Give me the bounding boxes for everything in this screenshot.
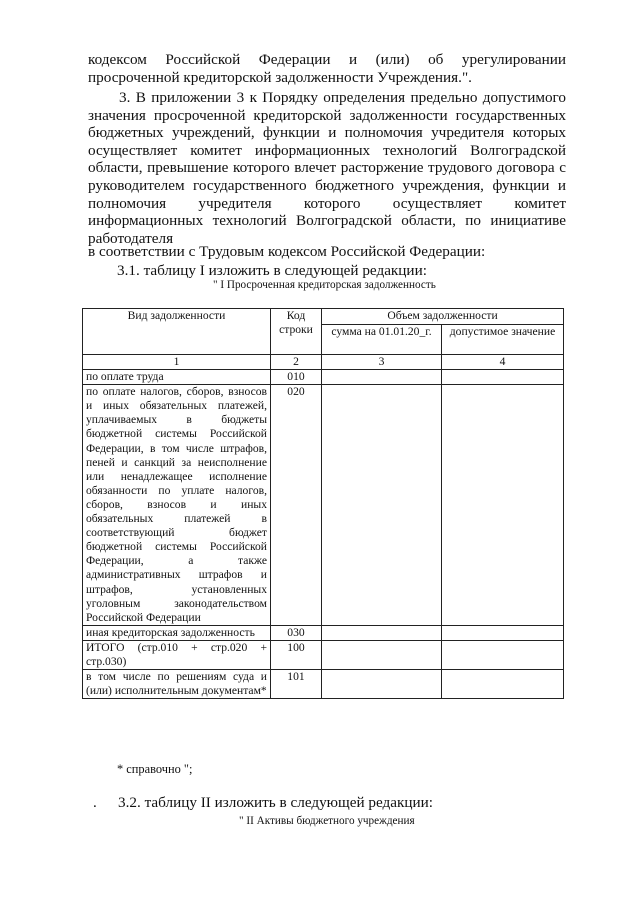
header-debt-volume: Объем задолженности: [322, 309, 564, 325]
row-sum-cell: [322, 385, 442, 626]
table-row: [83, 385, 564, 626]
column-numbers-row: [83, 355, 564, 370]
row-name: ИТОГО (стр.010 + стр.020 + стр.030): [83, 640, 271, 669]
row-name: иная кредиторская задолженность: [83, 625, 271, 640]
header-allowed-value: допустимое значение: [442, 325, 564, 355]
header-debt-kind: Вид задолженности: [83, 309, 271, 355]
paragraph-item-3: 3. В приложении 3 к Порядку определения предельно допустимого значения просроченной кредиторской задолженности государственных бюджетных учреждений, функции и полномочия учредителя которых осуществляет комитет информационных технологий Волгоградской области, превышение которого влечет расторжение трудового договора с руководителем государственного бюджетного учреждения, функции и полномочия учредителя которого осуществляет комитет информационных технологий Волгоградской области, по инициативе работодателя: [88, 89, 566, 247]
table-1-caption: " I Просроченная кредиторская задолженность: [213, 279, 436, 291]
overdue-debt-table: [82, 308, 564, 699]
row-code: 101: [271, 670, 322, 699]
table-row: [83, 370, 564, 385]
row-allowed-cell: [442, 385, 564, 626]
table-row: [83, 640, 564, 669]
column-number: 1: [83, 355, 271, 370]
paragraph-labor-code: в соответствии с Трудовым кодексом Российской Федерации:: [88, 243, 486, 260]
header-line-code: Код строки: [271, 309, 322, 355]
column-number: 3: [322, 355, 442, 370]
row-allowed-cell: [442, 670, 564, 699]
footnote: * справочно ";: [117, 762, 193, 776]
row-code: 100: [271, 640, 322, 669]
row-sum-cell: [322, 640, 442, 669]
row-code: 030: [271, 625, 322, 640]
table-2-caption: " II Активы бюджетного учреждения: [239, 815, 415, 827]
row-allowed-cell: [442, 640, 564, 669]
row-allowed-cell: [442, 625, 564, 640]
paragraph-item-3-1: 3.1. таблицу I изложить в следующей редакции:: [117, 262, 427, 279]
row-name: по оплате налогов, сборов, взносов и иных обязательных платежей, уплачиваемых в бюджеты бюджетной системы Российской Федерации, в том числе штрафов, пеней и санкций за неисполнение или ненадлежащее исполнение обязанности по уплате налогов, сборов, взносов и иных обязательных платежей в соответствующий бюджет бюджетной системы Российской Федерации, а также административных штрафов и штрафов, установленных уголовным законодательством Российской Федерации: [83, 385, 271, 626]
row-allowed-cell: [442, 370, 564, 385]
row-sum-cell: [322, 670, 442, 699]
row-code: 020: [271, 385, 322, 626]
table-row: [83, 670, 564, 699]
column-number: 4: [442, 355, 564, 370]
row-sum-cell: [322, 625, 442, 640]
row-code: 010: [271, 370, 322, 385]
header-sum-date: сумма на 01.01.20_г.: [322, 325, 442, 355]
row-name: в том числе по решениям суда и (или) исполнительным документам*: [83, 670, 271, 699]
table-row: [83, 625, 564, 640]
column-number: 2: [271, 355, 322, 370]
stray-mark: .: [93, 795, 97, 811]
row-name: по оплате труда: [83, 370, 271, 385]
paragraph-continuation: кодексом Российской Федерации и (или) об урегулировании просроченной кредиторской задолженности Учреждения.".: [88, 51, 566, 86]
row-sum-cell: [322, 370, 442, 385]
paragraph-item-3-2: 3.2. таблицу II изложить в следующей редакции:: [118, 794, 433, 811]
